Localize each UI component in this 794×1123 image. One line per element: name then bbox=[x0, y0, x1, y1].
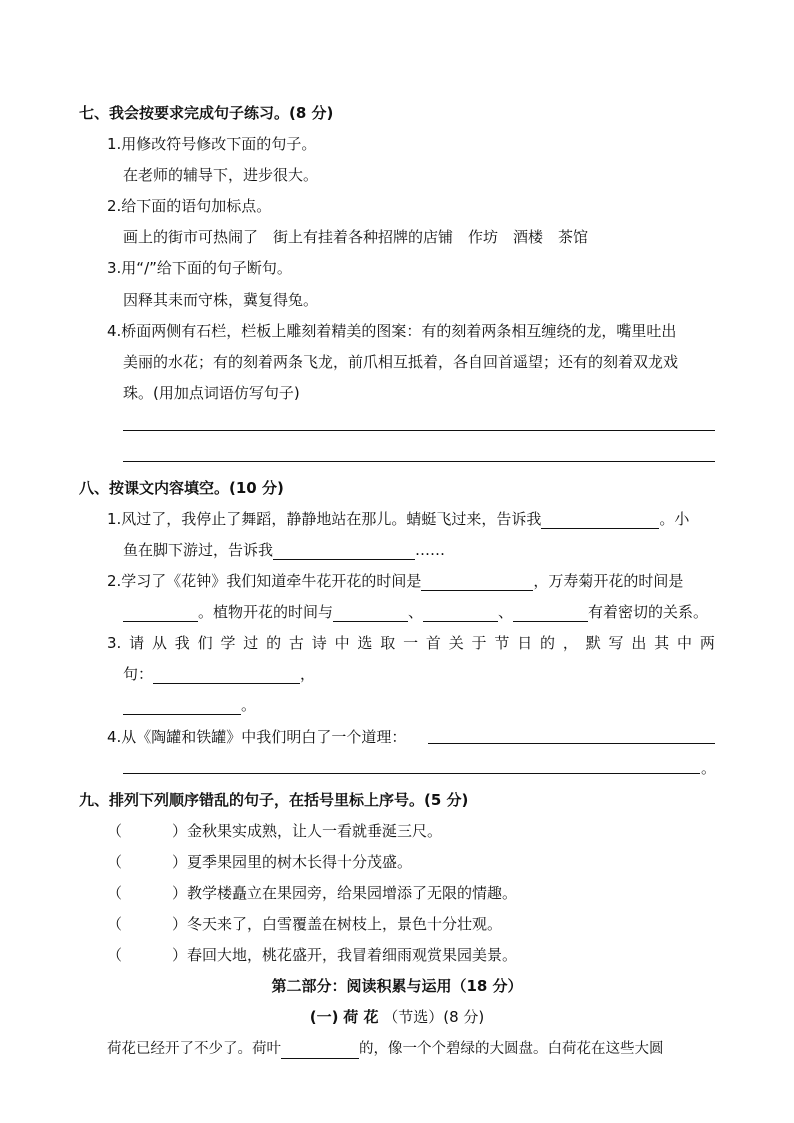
s8-q2-blank-3[interactable] bbox=[333, 605, 408, 622]
s7-q4-line2: 美丽的水花；有的刻着两条飞龙，前爪相互抵着，各自回首遥望；还有的刻着双龙戏 bbox=[123, 353, 679, 371]
paren-close: ） bbox=[172, 822, 188, 840]
s8-q3-row1 bbox=[107, 633, 715, 653]
s8-q1-row1 bbox=[107, 509, 689, 529]
s8-q2-blank-1[interactable] bbox=[421, 574, 533, 591]
s8-q3-char: 的 bbox=[266, 634, 282, 652]
s8-q3-char: 于 bbox=[471, 634, 487, 652]
s8-q4-row1 bbox=[107, 727, 406, 747]
s8-q3-char: 中 bbox=[334, 634, 350, 652]
s7-q4-line1: 4.桥面两侧有石栏，栏板上雕刻着精美的图案：有的刻着两条相互缠绕的龙，嘴里吐出 bbox=[107, 322, 677, 340]
s8-q1-text-b: 。小 bbox=[659, 510, 690, 528]
s8-q2-row1 bbox=[107, 571, 683, 591]
s8-q3-char: 一 bbox=[403, 634, 419, 652]
s8-q3-char: 们 bbox=[197, 634, 213, 652]
paren-close: ） bbox=[172, 884, 188, 902]
part-2-title: 第二部分：阅读积累与运用（18 分） bbox=[271, 977, 523, 995]
s7-q3-label: 3.用“/”给下面的句子断句。 bbox=[107, 259, 292, 277]
s8-q3-text-b: 句： bbox=[123, 665, 154, 683]
s8-q3-char: 首 bbox=[425, 634, 441, 652]
s8-q2-text-c: 。植物开花的时间与 bbox=[198, 603, 334, 621]
s8-q3-char: 3. bbox=[107, 634, 122, 652]
s8-q3-char: 两 bbox=[699, 634, 715, 652]
s8-q3-char: 的 bbox=[540, 634, 556, 652]
s8-q2-row2 bbox=[123, 602, 708, 622]
s8-q3-char: 日 bbox=[517, 634, 533, 652]
paren-close: ） bbox=[172, 946, 188, 964]
s8-q1-text-c: 鱼在脚下游过，告诉我 bbox=[123, 541, 274, 559]
s8-q4-text-a: 4.从《陶罐和铁罐》中我们明白了一个道理： bbox=[107, 728, 407, 746]
s9-item-text: 夏季果园里的树木长得十分茂盛。 bbox=[187, 853, 413, 871]
s9-item-1 bbox=[107, 821, 442, 841]
passage-title: 荷 花 bbox=[343, 1008, 379, 1026]
s8-q1-text-a: 1.风过了，我停止了舞蹈，静静地站在那儿。蜻蜓飞过来，告诉我 bbox=[107, 510, 542, 528]
paren-open: （ bbox=[107, 884, 123, 902]
paren-open: （ bbox=[107, 915, 123, 933]
passage-text-a: 荷花已经开了不少了。荷叶 bbox=[107, 1041, 281, 1057]
s9-item-2 bbox=[107, 852, 412, 872]
s8-q3-char: 写 bbox=[608, 634, 624, 652]
s8-q3-char: 请 bbox=[129, 634, 145, 652]
s9-item-4 bbox=[107, 914, 502, 934]
paren-open: （ bbox=[107, 822, 123, 840]
s8-q2-text-b: ，万寿菊开花的时间是 bbox=[533, 572, 684, 590]
s8-q3-end: 。 bbox=[241, 696, 257, 714]
s7-q2-text: 画上的街市可热闹了 街上有挂着各种招牌的店铺 作坊 酒楼 茶馆 bbox=[123, 228, 589, 246]
s8-q2-sep-2: 、 bbox=[498, 603, 514, 621]
s9-item-3 bbox=[107, 883, 517, 903]
s8-q3-char: 节 bbox=[494, 634, 510, 652]
s8-q3-char: 从 bbox=[151, 634, 167, 652]
passage-text-b: 的，像一个个碧绿的大圆盘。白荷花在这些大圆 bbox=[359, 1041, 664, 1057]
s8-q2-sep-1: 、 bbox=[408, 603, 424, 621]
s9-item-5 bbox=[107, 945, 517, 965]
s8-q3-char: 学 bbox=[220, 634, 236, 652]
s9-item-text: 春回大地，桃花盛开，我冒着细雨观赏果园美景。 bbox=[187, 946, 518, 964]
s8-q1-blank-1[interactable] bbox=[541, 512, 659, 529]
s8-q3-blank-2[interactable] bbox=[123, 698, 241, 715]
section-8-header: 八、按课文内容填空。(10 分) bbox=[79, 479, 284, 497]
s8-q3-char: 我 bbox=[174, 634, 190, 652]
paren-close: ） bbox=[172, 915, 188, 933]
s8-q2-text-a: 2.学习了《花钟》我们知道牵牛花开花的时间是 bbox=[107, 572, 422, 590]
s8-q1-text-d: …… bbox=[415, 541, 446, 559]
s9-item-text: 金秋果实成熟，让人一看就垂涎三尺。 bbox=[187, 822, 443, 840]
s8-q4-blank-1[interactable] bbox=[428, 743, 715, 744]
s8-q3-char: 过 bbox=[243, 634, 259, 652]
s8-q3-row2 bbox=[123, 664, 315, 684]
section-9-header: 九、排列下列顺序错乱的句子，在括号里标上序号。(5 分) bbox=[79, 791, 469, 809]
paren-open: （ bbox=[107, 853, 123, 871]
passage-heading bbox=[0, 1007, 794, 1027]
passage-note: （节选）(8 分) bbox=[383, 1008, 485, 1026]
s8-q3-char: ， bbox=[562, 634, 578, 652]
answer-line-1[interactable] bbox=[123, 430, 715, 431]
s9-item-text: 冬天来了，白雪覆盖在树枝上，景色十分壮观。 bbox=[187, 915, 503, 933]
s7-q3-text: 因释其耒而守株，冀复得兔。 bbox=[123, 291, 319, 309]
passage-blank[interactable] bbox=[281, 1042, 359, 1059]
s8-q2-text-d: 有着密切的关系。 bbox=[588, 603, 709, 621]
s8-q4-blank-2[interactable] bbox=[123, 773, 700, 774]
s8-q3-char: 诗 bbox=[311, 634, 327, 652]
s8-q3-char: 默 bbox=[585, 634, 601, 652]
s7-q2-label: 2.给下面的语句加标点。 bbox=[107, 197, 272, 215]
s8-q3-comma: ， bbox=[300, 665, 316, 683]
s8-q2-blank-5[interactable] bbox=[513, 605, 588, 622]
paren-open: （ bbox=[107, 946, 123, 964]
answer-line-2[interactable] bbox=[123, 461, 715, 462]
s8-q3-char: 古 bbox=[288, 634, 304, 652]
s8-q1-row2 bbox=[123, 540, 445, 560]
s7-q1-label: 1.用修改符号修改下面的句子。 bbox=[107, 135, 317, 153]
passage-paragraph bbox=[107, 1039, 664, 1059]
s8-q3-char: 中 bbox=[677, 634, 693, 652]
s7-q1-text: 在老师的辅导下，进步很大。 bbox=[123, 166, 319, 184]
s8-q2-blank-2[interactable] bbox=[123, 605, 198, 622]
s8-q4-end: 。 bbox=[701, 759, 717, 777]
s8-q1-blank-2[interactable] bbox=[273, 543, 415, 560]
paren-close: ） bbox=[172, 853, 188, 871]
section-7-header: 七、我会按要求完成句子练习。(8 分) bbox=[79, 104, 334, 122]
s8-q3-char: 取 bbox=[380, 634, 396, 652]
s7-q4-line3: 珠。(用加点词语仿写句子) bbox=[123, 384, 300, 402]
passage-number: (一) bbox=[309, 1008, 339, 1026]
s8-q3-row3 bbox=[123, 695, 256, 715]
s8-q3-char: 选 bbox=[357, 634, 373, 652]
s8-q2-blank-4[interactable] bbox=[423, 605, 498, 622]
s8-q3-char: 出 bbox=[631, 634, 647, 652]
s8-q3-char: 关 bbox=[448, 634, 464, 652]
s8-q3-blank-1[interactable] bbox=[153, 667, 300, 684]
s9-item-text: 教学楼矗立在果园旁，给果园增添了无限的情趣。 bbox=[187, 884, 518, 902]
s8-q3-char: 其 bbox=[654, 634, 670, 652]
